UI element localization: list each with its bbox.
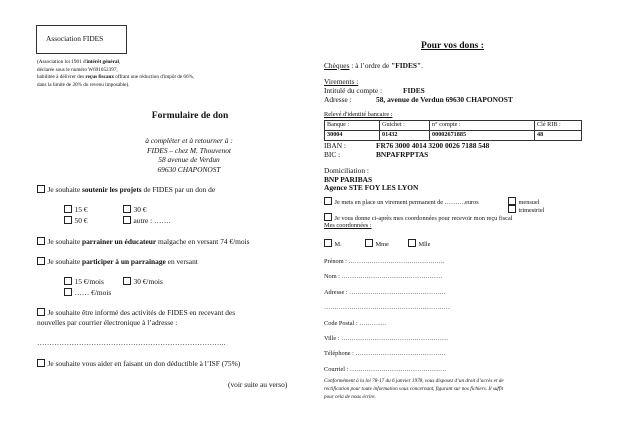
frequency-quarterly[interactable]: trimestriel xyxy=(508,205,544,214)
checkbox[interactable] xyxy=(123,277,131,285)
checkbox[interactable] xyxy=(37,257,45,265)
amount-15[interactable]: 15 € xyxy=(64,205,87,214)
checkbox[interactable] xyxy=(37,359,45,367)
rib-header-branch: Guichet : xyxy=(380,121,430,131)
first-name-field[interactable]: Prénom : ………………………………………. xyxy=(324,258,445,265)
rib-value-row xyxy=(325,131,582,141)
domiciliation-label: Domiciliation : xyxy=(324,166,369,175)
checkbox[interactable] xyxy=(365,239,373,247)
option-sponsorship[interactable]: Je souhaite participer à un parrainage en versant xyxy=(37,257,198,266)
civility-miss[interactable]: Mlle xyxy=(408,239,430,248)
address-field-2[interactable]: …………………………………………………… xyxy=(324,304,450,312)
checkbox[interactable] xyxy=(123,216,131,224)
checkbox[interactable] xyxy=(324,239,332,247)
address-label: Adresse : xyxy=(324,95,352,104)
association-name: Association FIDES xyxy=(46,34,104,43)
checkbox[interactable] xyxy=(64,277,72,285)
checkbox[interactable] xyxy=(324,213,332,221)
checkbox[interactable] xyxy=(324,197,332,205)
transfers-heading: Virements : xyxy=(324,77,359,86)
rib-bank-code: 30004 xyxy=(325,131,380,141)
email-contact-field[interactable]: Courriel : ………………………………………. xyxy=(324,365,446,373)
checkbox[interactable] xyxy=(123,205,131,213)
bank-name: BNP PARIBAS xyxy=(324,175,373,184)
option-support-projects[interactable]: Je souhaite soutenir les projets de FIDES par un don de xyxy=(37,185,215,194)
phone-field[interactable]: Téléphone : ……………………………………. xyxy=(324,350,446,358)
association-name-box xyxy=(36,25,127,54)
monthly-other[interactable]: …… €/mois xyxy=(64,288,111,297)
rib-header-account: n° compte : xyxy=(430,121,535,131)
monthly-30[interactable]: 30 €/mois xyxy=(123,277,163,286)
iban-label: IBAN : xyxy=(324,141,346,150)
tax-receipt-option[interactable]: Je vous donne ci-après mes coordonnées pour recevoir mon reçu fiscal xyxy=(324,213,513,222)
account-holder-label: Intitulé du compte : xyxy=(324,86,383,95)
amount-30[interactable]: 30 € xyxy=(123,205,146,214)
rib-table xyxy=(324,120,582,141)
return-address: à compléter et à retourner à : FIDES – chez M. Thouvenot 58 avenue de Verdun 69630 CHAPONOST xyxy=(145,136,233,174)
option-newsletter[interactable]: Je souhaite être informé des activités de FIDES en recevant des nouvelles par courrier électronique à l’adresse : xyxy=(37,308,236,327)
rib-key: 48 xyxy=(535,131,582,141)
frequency-monthly[interactable]: mensuel xyxy=(508,197,540,206)
permanent-transfer-option[interactable]: Je mets en place un virement permanent de ……….euros xyxy=(324,197,479,206)
checkbox[interactable] xyxy=(64,205,72,213)
rib-account-number: 00002671885 xyxy=(430,131,535,141)
contact-fields[interactable] xyxy=(324,254,450,377)
contact-details-heading: Mes coordonnées : xyxy=(324,222,372,229)
amount-other[interactable]: autre : ……. xyxy=(123,216,171,225)
account-holder-value: FIDES xyxy=(403,86,425,95)
bic-label: BIC : xyxy=(324,150,341,159)
checkbox[interactable] xyxy=(37,308,45,316)
rib-branch-code: 01432 xyxy=(380,131,430,141)
rib-header-key: Clé RIB : xyxy=(535,121,582,131)
rib-header-row xyxy=(325,121,582,131)
bank-agency: Agence STE FOY LES LYON xyxy=(324,183,419,192)
rib-header-bank: Banque : xyxy=(325,121,380,131)
last-name-field[interactable]: Nom : ………………………………………… xyxy=(324,273,443,281)
civility-mr[interactable]: M. xyxy=(324,239,342,248)
checkbox[interactable] xyxy=(37,185,45,193)
checkbox[interactable] xyxy=(64,288,72,296)
address-value: 58, avenue de Verdun 69630 CHAPONOST xyxy=(376,95,513,104)
checkbox[interactable] xyxy=(64,216,72,224)
checkbox[interactable] xyxy=(508,197,516,205)
legal-status: (Association loi 1901 d'intérêt général, déclarée sous le numéro W691052397, habilitée à délivrer des reçus fiscaux offrant une réduction d'impôt de 66%, dans la limite de 20% du revenu imposable). xyxy=(37,59,195,88)
cheques-line: Chèques : à l’ordre de "FIDES". xyxy=(324,61,423,70)
iban-value: FR76 3000 4014 3200 0026 7188 548 xyxy=(376,141,490,150)
postal-code-field[interactable]: Code Postal : …………. xyxy=(324,319,386,327)
privacy-notice: Conformément à la loi 78-17 du 6 janvier 1978, vous disposez d’un droit d’accès et de rectification pour toute information vous concernant, figurant sur nos fichiers. Il suffit pour cela de nous écrire. xyxy=(324,378,504,400)
address-field[interactable]: Adresse : ………………………………………. xyxy=(324,288,446,296)
rib-heading: Relevé d'identité bancaire : xyxy=(324,111,393,118)
checkbox[interactable] xyxy=(508,205,516,213)
donations-title: Pour vos dons : xyxy=(421,40,484,51)
monthly-15[interactable]: 15 €/mois xyxy=(64,277,104,286)
city-field[interactable]: Ville : …………………………………………… xyxy=(324,335,449,343)
checkbox[interactable] xyxy=(408,239,416,247)
form-title: Formulaire de don xyxy=(151,110,229,121)
email-field[interactable]: ………………………………………………………………….. xyxy=(37,338,226,347)
civility-mrs[interactable]: Mme xyxy=(365,239,389,248)
bic-value: BNPAFRPPTAS xyxy=(376,150,429,159)
see-reverse-note: (voir suite au verso) xyxy=(228,380,288,389)
amount-50[interactable]: 50 € xyxy=(64,216,87,225)
checkbox[interactable] xyxy=(37,237,45,245)
option-isf-donation[interactable]: Je souhaite vous aider en faisant un don déductible à l’ISF (75%) xyxy=(37,359,240,368)
option-sponsor-educator[interactable]: Je souhaite parrainer un éducateur malgache en versant 74 €/mois xyxy=(37,237,250,246)
